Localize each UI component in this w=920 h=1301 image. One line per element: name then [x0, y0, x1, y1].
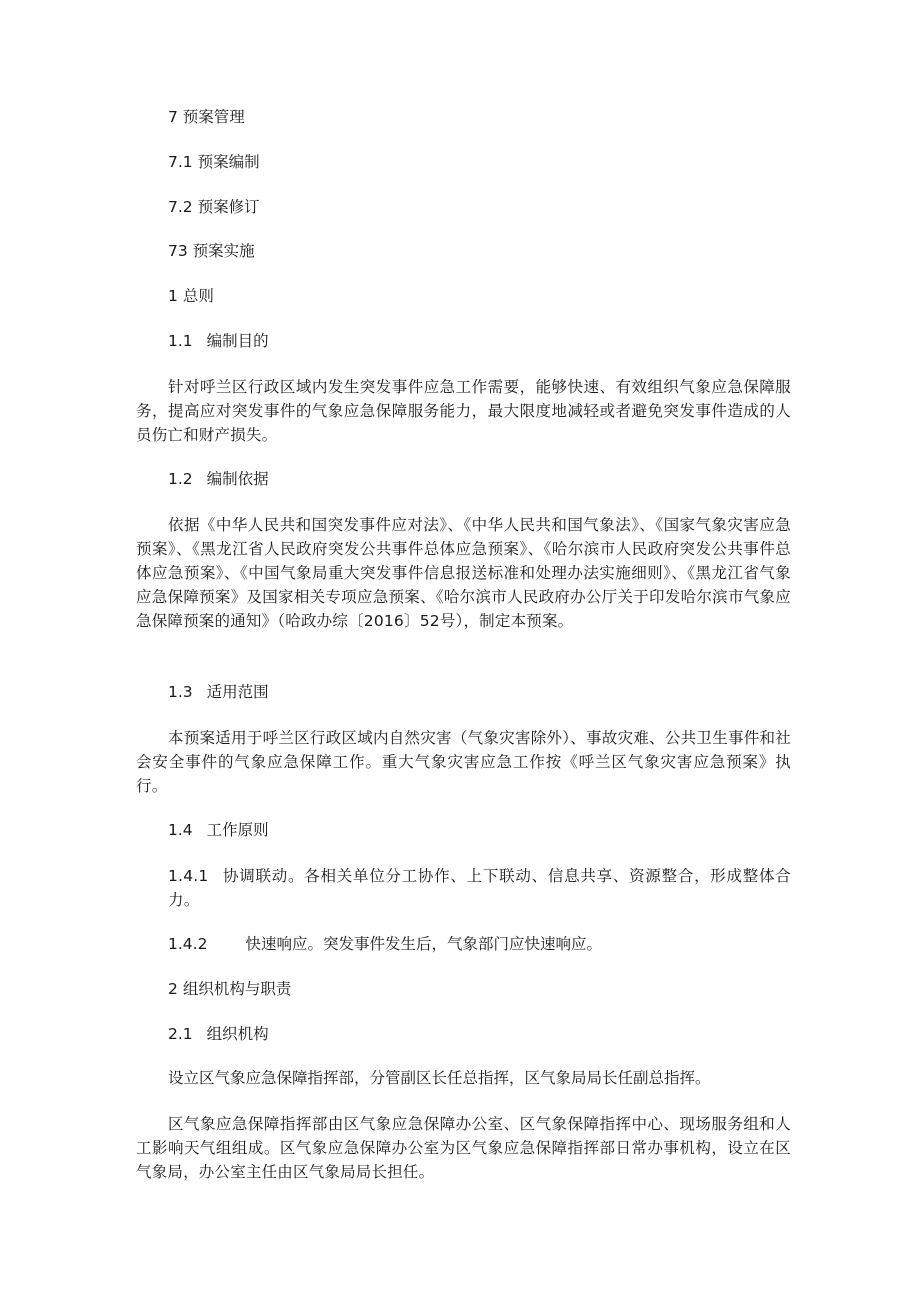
toc-item-7-3: 73 预案实施 [168, 242, 255, 260]
section-1-3-heading [168, 681, 269, 703]
section-2-heading [168, 978, 291, 1000]
toc-item-7-1: 7.1 预案编制 [168, 153, 260, 171]
principle-text: 协调联动。各相关单位分工协作、上下联动、信息共享、资源整合，形成整体合力。 [168, 867, 791, 909]
section-title: 总则 [182, 287, 214, 305]
paragraph-basis: 依据《中华人民共和国突发事件应对法》、《中华人民共和国气象法》、《国家气象灾害应急预案》、《黑龙江省人民政府突发公共事件总体应急预案》、《哈尔滨市人民政府突发公共事件总体应急预案》、《中国气象局重大突发事件信息报送标准和处理办法实施细则》、《黑龙江省气象应急保障预案》及国家相关专项应急预案、《哈尔滨市人民政府办公厅关于印发哈尔滨市气象应急保障预案的通知》（哈政办综〔2016〕52号），制定本预案。 [136, 516, 791, 630]
section-number: 2 [168, 980, 178, 998]
section-number: 2.1 [168, 1025, 193, 1043]
paragraph-principle-1 [168, 864, 791, 912]
section-number: 1.2 [168, 470, 193, 488]
section-title: 组织机构与职责 [182, 980, 292, 998]
section-number: 1.1 [168, 332, 193, 350]
section-title: 工作原则 [206, 821, 269, 839]
principle-number: 1.4.2 [168, 935, 208, 953]
section-title: 组织机构 [206, 1025, 269, 1043]
section-1-1-heading [168, 330, 269, 352]
principle-text: 快速响应。突发事件发生后，气象部门应快速响应。 [245, 935, 602, 953]
section-number: 1 [168, 287, 178, 305]
section-2-1-heading [168, 1023, 269, 1045]
paragraph-organization: 设立区气象应急保障指挥部，分管副区长任总指挥，区气象局局长任副总指挥。 [168, 1069, 711, 1087]
paragraph-purpose: 针对呼兰区行政区域内发生突发事件应急工作需要，能够快速、有效组织气象应急保障服务，提高应对突发事件的气象应急保障服务能力，最大限度地减轻或者避免突发事件造成的人员伤亡和财产损失。 [136, 378, 791, 444]
paragraph-principle-2 [168, 933, 602, 955]
section-1-4-heading [168, 819, 269, 841]
section-title: 编制目的 [206, 332, 269, 350]
principle-number: 1.4.1 [168, 867, 209, 885]
section-number: 1.3 [168, 683, 193, 701]
section-1-heading [168, 285, 214, 307]
section-number: 1.4 [168, 821, 193, 839]
section-title: 适用范围 [206, 683, 269, 701]
section-title: 编制依据 [206, 470, 269, 488]
toc-item-7: 7 预案管理 [168, 108, 245, 126]
toc-item-7-2: 7.2 预案修订 [168, 198, 260, 216]
paragraph-structure: 区气象应急保障指挥部由区气象应急保障办公室、区气象保障指挥中心、现场服务组和人工影响天气组组成。区气象应急保障办公室为区气象应急保障指挥部日常办事机构，设立在区气象局，办公室主任由区气象局局长担任。 [136, 1115, 791, 1181]
paragraph-scope: 本预案适用于呼兰区行政区域内自然灾害（气象灾害除外）、事故灾难、公共卫生事件和社会安全事件的气象应急保障工作。重大气象灾害应急工作按《呼兰区气象灾害应急预案》执行。 [136, 729, 791, 795]
section-1-2-heading [168, 468, 269, 490]
